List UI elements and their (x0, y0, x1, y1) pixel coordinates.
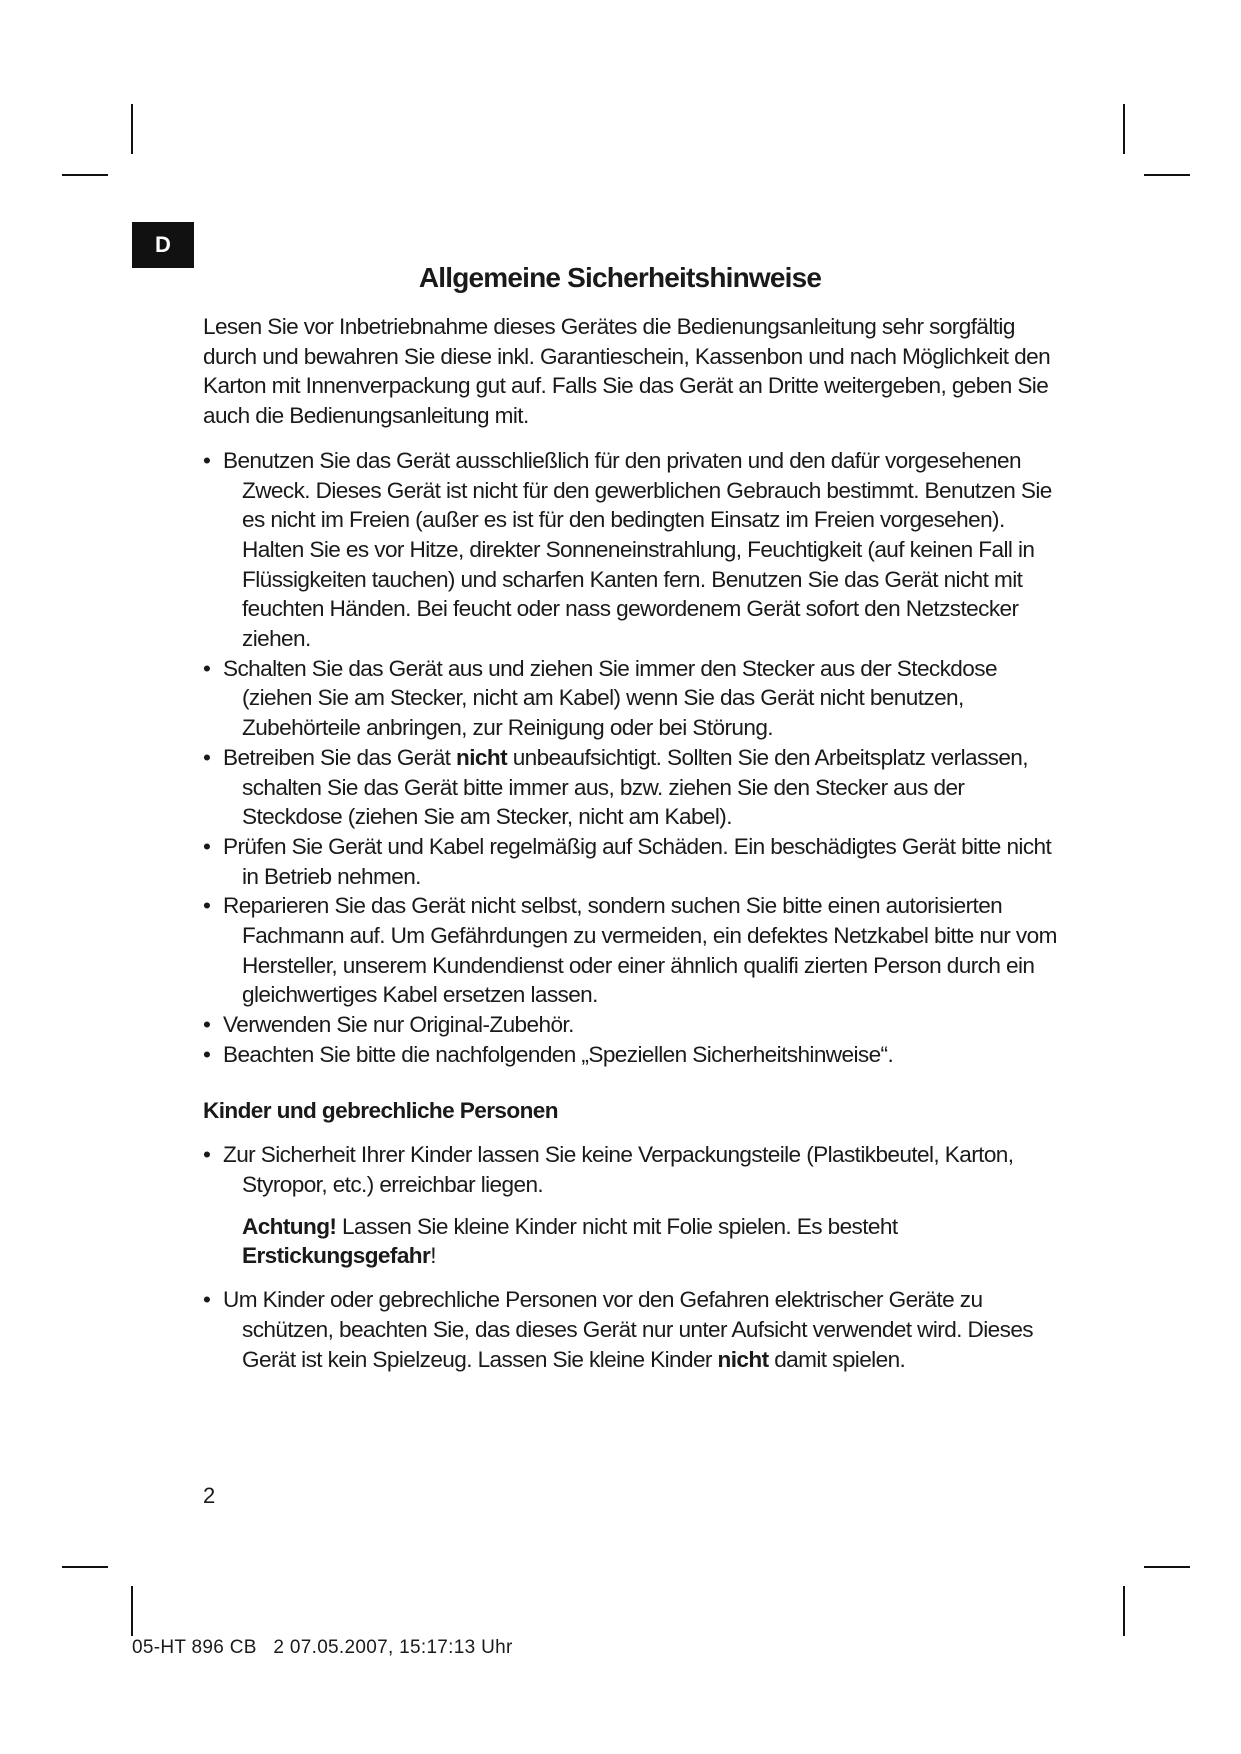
crop-mark-bottom-left-vertical (131, 1586, 133, 1636)
crop-mark-top-left-horizontal (62, 174, 108, 176)
list-item: • Beachten Sie bitte die nachfolgenden „Speziellen Sicherheitshinweise“. (203, 1040, 1063, 1070)
emphasis: nicht (456, 744, 508, 770)
crop-mark-bottom-right-vertical (1123, 1586, 1125, 1636)
list-item: • Reparieren Sie das Gerät nicht selbst, sondern suchen Sie bitte einen autorisierten Fachmann auf. Um Gefährdungen zu vermeiden, ein defektes Netzkabel bitte nur vom Hersteller, unserem Kundendienst oder einer ähnlich qualifi zierten Person durch ein gleichwertiges Kabel ersetzen lassen. (203, 893, 1057, 1008)
bullet-icon: • (203, 447, 211, 473)
list-item: • Um Kinder oder gebrechliche Personen vor den Gefahren elektrischer Geräte zu schützen, beachten Sie, das dieses Gerät nur unter Aufsicht verwendet wird. Dieses Gerät ist kein Spielzeug. Lassen Sie kleine Kinder nicht damit spielen. (203, 1287, 1033, 1372)
list-item: • Benutzen Sie das Gerät ausschließlich für den privaten und den dafür vorgesehenen Zweck. Dieses Gerät ist nicht für den gewerblichen Gebrauch bestimmt. Benutzen Sie es nicht im Freien (außer es ist für den bedingten Einsatz im Freien vorgesehen). Halten Sie es vor Hitze, direkter Sonneneinstrahlung, Feuchtigkeit (auf keinen Fall in Flüssigkeiten tauchen) und scharfen Kanten fern. Benutzen Sie das Gerät nicht mit feuchten Händen. Bei feucht oder nass gewordenem Gerät sofort den Netzstecker ziehen. (203, 447, 1052, 652)
list-item: • Betreiben Sie das Gerät nicht unbeaufsichtigt. Sollten Sie den Arbeitsplatz verlassen, schalten Sie das Gerät bitte immer aus, bzw. ziehen Sie den Stecker aus der Steckdose (ziehen Sie am Stecker, nicht am Kabel). (203, 744, 1028, 830)
list-item: • Zur Sicherheit Ihrer Kinder lassen Sie keine Verpackungsteile (Plastikbeutel, Karton, Styropor, etc.) erreichbar liegen. (203, 1142, 1014, 1197)
page-title: Allgemeine Sicherheitshinweise (418, 262, 822, 293)
crop-mark-top-right-vertical (1123, 104, 1125, 154)
bullet-icon: • (203, 744, 211, 770)
warning-label: Achtung! (242, 1213, 337, 1239)
language-tab: D (132, 222, 194, 268)
section-heading-children: Kinder und gebrechliche Personen (203, 1097, 558, 1123)
bullet-icon: • (203, 893, 211, 919)
page-number: 2 (203, 1483, 216, 1508)
list-item: • Schalten Sie das Gerät aus und ziehen Sie immer den Stecker aus der Steckdose (ziehen Sie am Stecker, nicht am Kabel) wenn Sie das Gerät nicht benutzen, Zubehörteile anbringen, zur Reinigung oder bei Störung. (203, 655, 997, 741)
bullet-icon: • (203, 833, 211, 859)
crop-mark-bottom-left-horizontal (62, 1566, 108, 1568)
general-safety-list (203, 446, 1063, 1070)
crop-mark-top-left-vertical (131, 104, 133, 154)
bullet-icon: • (203, 1142, 211, 1168)
warning-note: Achtung! Lassen Sie kleine Kinder nicht mit Folie spielen. Es besteht Erstickungsgefahr! (242, 1213, 898, 1269)
children-safety-list-2 (203, 1285, 1063, 1374)
crop-mark-top-right-horizontal (1144, 174, 1190, 176)
children-safety-list (203, 1140, 1063, 1199)
bullet-icon: • (203, 1012, 211, 1038)
intro-paragraph: Lesen Sie vor Inbetriebnahme dieses Gerätes die Bedienungsanleitung sehr sorgfältig durch und bewahren Sie diese inkl. Garantieschein, Kassenbon und nach Möglichkeit den Karton mit Innenverpackung gut auf. Falls Sie das Gerät an Dritte weitergeben, geben Sie auch die Bedienungsanleitung mit. (203, 314, 1051, 429)
list-item: • Prüfen Sie Gerät und Kabel regelmäßig auf Schäden. Ein beschädigtes Gerät bitte nicht in Betrieb nehmen. (203, 833, 1052, 889)
document-body (203, 312, 1063, 1374)
bullet-icon: • (203, 655, 211, 681)
list-item: • Verwenden Sie nur Original-Zubehör. (203, 1010, 1063, 1040)
print-footer: 05-HT 896 CB 2 07.05.2007, 15:17:13 Uhr (132, 1637, 513, 1658)
emphasis: nicht (717, 1346, 769, 1372)
bullet-icon: • (203, 1287, 211, 1313)
bullet-icon: • (203, 1041, 211, 1067)
crop-mark-bottom-right-horizontal (1144, 1566, 1190, 1568)
emphasis: Erstickungsgefahr (242, 1243, 431, 1269)
